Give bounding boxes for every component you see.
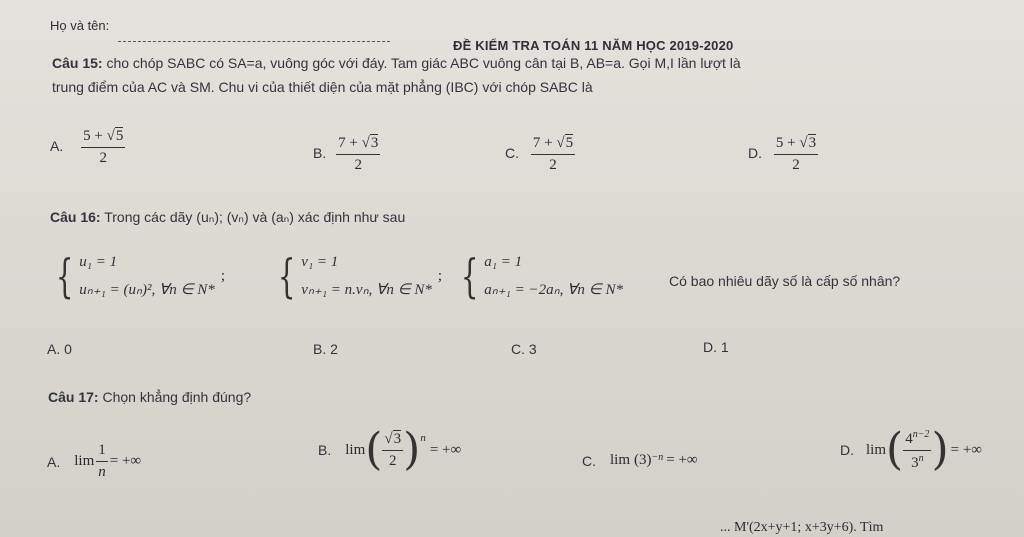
lim-operator: lim <box>610 452 631 468</box>
system-line: vₙ₊₁ = n.vₙ, ∀n ∈ N* <box>301 282 432 298</box>
system-line: aₙ₊₁ = −2aₙ, ∀n ∈ N* <box>484 282 623 298</box>
numerator-int: 7 + <box>532 135 557 151</box>
result: = +∞ <box>109 453 142 469</box>
q17-option-c <box>582 452 698 469</box>
left-brace: { <box>55 249 74 303</box>
left-brace: { <box>277 249 296 303</box>
radicand: 3 <box>393 430 402 447</box>
result: = +∞ <box>950 441 982 458</box>
radicand: 3 <box>808 135 817 151</box>
q17-option-b <box>318 424 462 475</box>
separator: ; <box>220 267 225 284</box>
q17-option-d <box>840 424 982 475</box>
name-line <box>118 40 390 42</box>
numerator-exponent: n−2 <box>912 428 930 440</box>
option-letter: D. <box>748 145 762 162</box>
exam-title: ĐỀ KIỂM TRA TOÁN 11 NĂM HỌC 2019-2020 <box>453 38 734 53</box>
option-letter: B. <box>318 442 332 458</box>
fraction: $\frac{√3}{2}$ <box>384 430 402 469</box>
q16-option-c: C. 3 <box>511 341 537 357</box>
system-lines <box>484 248 623 304</box>
exponent: −n <box>651 452 664 463</box>
numerator-int: 7 + <box>338 135 362 151</box>
system-a <box>455 248 623 304</box>
denominator: 2 <box>99 150 107 166</box>
footer-fragment: ... M'(2x+y+1; x+3y+6). Tìm <box>720 520 884 535</box>
q16-question: Có bao nhiêu dãy số là cấp số nhân? <box>669 273 901 289</box>
q15-option-d <box>748 135 818 174</box>
fraction: $\frac{7 + √3}{2}$ <box>338 135 379 173</box>
q15-label: Câu 15: <box>52 55 103 71</box>
system-lines <box>79 248 215 304</box>
q15-option-b <box>313 135 380 174</box>
q15-text-1: cho chóp SABC có SA=a, vuông góc với đáy. Tam giác ABC vuông cân tại B, AB=a. Gọi M,I lần lượt là <box>102 55 741 71</box>
q16-option-b: B. 2 <box>313 341 338 357</box>
q15-option-c <box>505 135 575 174</box>
q17-label: Câu 17: <box>48 389 99 405</box>
denominator: 2 <box>389 452 397 469</box>
numerator-base: 4 <box>905 430 913 447</box>
fraction: $\frac{5 + √3}{2}$ <box>775 135 817 173</box>
fraction: $\frac{5 + √5}{2}$ <box>83 128 124 166</box>
lim-operator: lim <box>345 441 366 458</box>
system-lines <box>301 248 432 304</box>
q15-option-a <box>50 128 125 167</box>
q16-text: Trong các dãy (uₙ); (vₙ) và (aₙ) xác định như sau <box>100 209 406 225</box>
result: = +∞ <box>666 452 698 468</box>
option-letter: B. <box>313 145 327 162</box>
right-paren: ) <box>931 424 949 475</box>
system-line: u₁ = 1 <box>79 254 118 270</box>
denominator: n <box>98 464 106 480</box>
radicand: 5 <box>565 135 574 151</box>
denominator: 2 <box>549 157 557 173</box>
system-u <box>50 248 225 304</box>
right-paren: ) <box>403 424 421 475</box>
option-letter: A. <box>50 138 64 155</box>
q16-label: Câu 16: <box>50 209 101 225</box>
denominator-exponent: n <box>918 452 924 464</box>
lim-operator: lim <box>74 453 95 469</box>
q16-line <box>50 206 405 228</box>
system-line: a₁ = 1 <box>484 254 523 270</box>
q15-line1 <box>52 52 741 74</box>
option-letter: C. <box>505 145 519 162</box>
numerator-int: 5 + <box>83 128 107 144</box>
option-letter: A. <box>47 453 61 470</box>
denominator: 2 <box>792 157 800 173</box>
left-brace: { <box>460 249 479 303</box>
base: (3) <box>634 452 652 468</box>
left-paren: ( <box>886 424 904 475</box>
q16-option-d: D. 1 <box>703 339 729 355</box>
lim-operator: lim <box>866 441 887 458</box>
left-paren: ( <box>365 424 383 475</box>
numerator-int: 5 + <box>775 135 800 151</box>
denominator: 2 <box>354 157 362 173</box>
q15-text-2: trung điểm của AC và SM. Chu vi của thiết diện của mặt phẳng (IBC) với chóp SABC là <box>52 79 593 95</box>
fraction <box>96 442 108 481</box>
radicand: 5 <box>115 128 124 144</box>
name-label: Họ và tên: <box>50 18 110 33</box>
option-letter: C. <box>582 452 596 469</box>
numerator: 1 <box>96 442 108 462</box>
system-line: uₙ₊₁ = (uₙ)², ∀n ∈ N* <box>79 282 215 298</box>
q17-line <box>48 386 251 408</box>
separator: ; <box>437 267 443 284</box>
fraction <box>903 429 931 472</box>
result: = +∞ <box>429 441 462 458</box>
denominator-base: 3 <box>911 454 919 471</box>
option-letter: D. <box>840 442 854 458</box>
q17-text: Chọn khẳng định đúng? <box>98 389 252 405</box>
exponent: n <box>420 432 426 444</box>
system-line: v₁ = 1 <box>301 254 339 270</box>
q17-option-a <box>47 442 141 481</box>
system-v <box>272 248 442 304</box>
q16-option-a: A. 0 <box>47 341 72 357</box>
radicand: 3 <box>370 135 379 151</box>
fraction: $\frac{7 + √5}{2}$ <box>532 135 574 173</box>
